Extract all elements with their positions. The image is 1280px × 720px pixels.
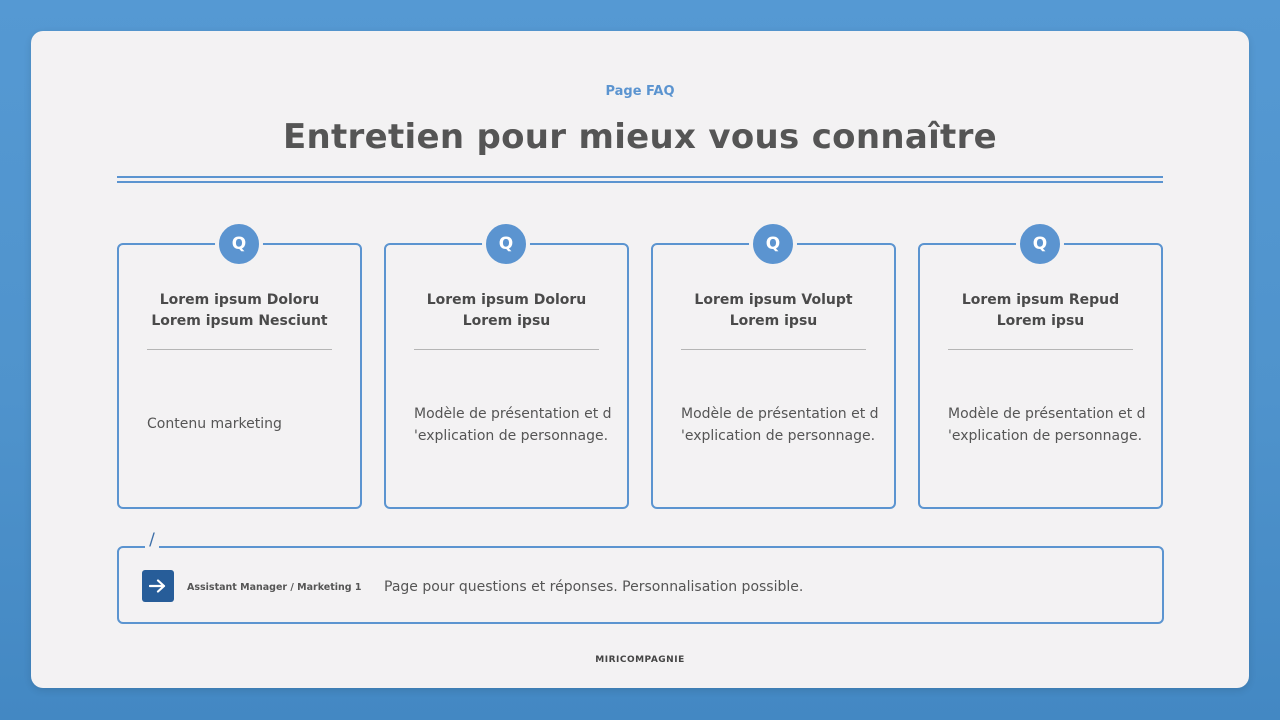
page-title: Entretien pour mieux vous connaître	[282, 117, 998, 157]
info-box	[117, 546, 1164, 624]
card-answer: Modèle de présentation et d 'explication de personnage.	[948, 406, 1146, 444]
q-badge: Q	[1016, 220, 1064, 268]
card-divider	[681, 349, 866, 350]
footer-brand: MIRICOMPAGNIE	[595, 655, 685, 665]
q-badge: Q	[749, 220, 797, 268]
card-answer: Modèle de présentation et d 'explication de personnage.	[681, 406, 879, 444]
card-question: Lorem ipsum Doloru Lorem ipsum Nesciunt	[151, 292, 328, 329]
title-divider-top	[117, 176, 1163, 178]
card-question: Lorem ipsum Doloru Lorem ipsu	[426, 292, 587, 329]
card-question: Lorem ipsum Volupt Lorem ipsu	[694, 292, 853, 329]
arrow-right-icon	[149, 579, 167, 593]
title-divider-bottom	[117, 181, 1163, 183]
faq-card-1	[117, 234, 362, 509]
card-question: Lorem ipsum Repud Lorem ipsu	[961, 292, 1120, 329]
card-divider	[414, 349, 599, 350]
slash-mark: /	[145, 530, 159, 550]
role-label: Assistant Manager / Marketing 1	[187, 582, 362, 593]
q-badge: Q	[482, 220, 530, 268]
page-eyebrow: Page FAQ	[605, 84, 675, 99]
card-answer: Modèle de présentation et d 'explication de personnage.	[414, 406, 612, 444]
faq-card-2	[384, 234, 629, 509]
slide-panel	[31, 31, 1249, 688]
arrow-button[interactable]	[142, 570, 174, 602]
card-divider	[147, 349, 332, 350]
card-divider	[948, 349, 1133, 350]
info-description: Page pour questions et réponses. Personnalisation possible.	[384, 579, 804, 595]
faq-card-3	[651, 234, 896, 509]
q-badge: Q	[215, 220, 263, 268]
faq-card-4	[918, 234, 1163, 509]
card-answer: Contenu marketing	[147, 416, 282, 432]
